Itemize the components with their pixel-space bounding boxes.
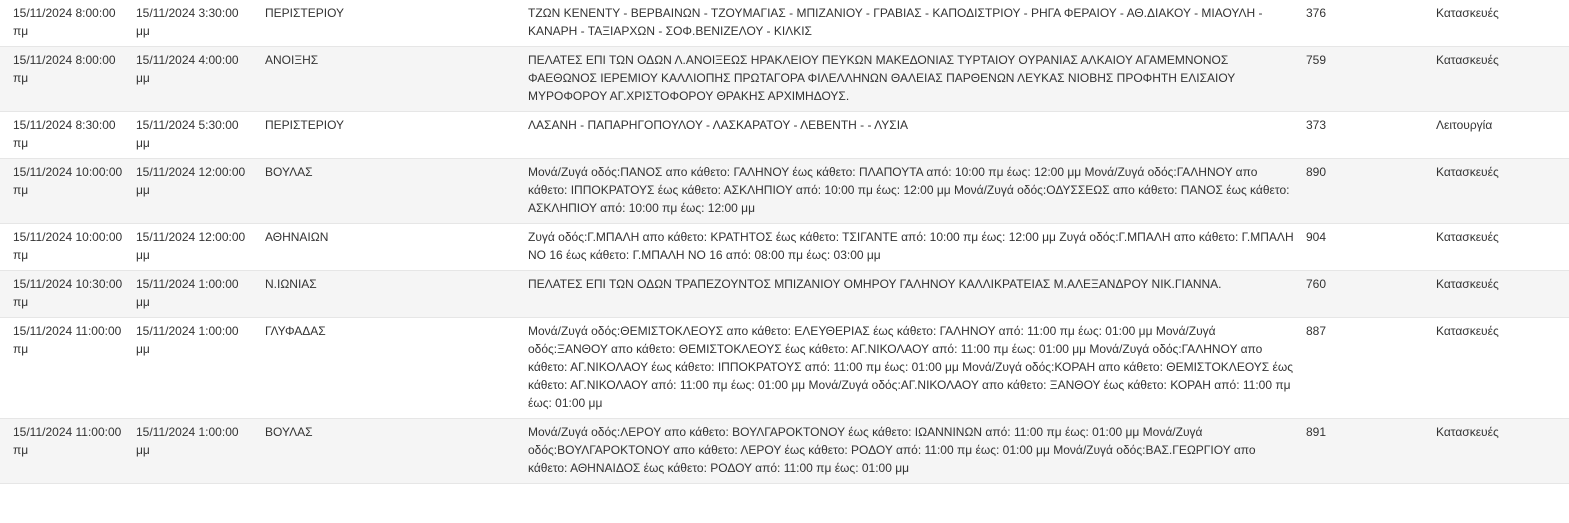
end-time-cell: 15/11/2024 1:00:00 μμ (130, 318, 259, 419)
code-cell: 373 (1300, 112, 1430, 159)
end-time-cell: 15/11/2024 5:30:00 μμ (130, 112, 259, 159)
end-time-cell: 15/11/2024 4:00:00 μμ (130, 47, 259, 112)
start-time-cell: 15/11/2024 8:30:00 πμ (0, 112, 130, 159)
start-time-cell: 15/11/2024 11:00:00 πμ (0, 419, 130, 484)
streets-cell: ΠΕΛΑΤΕΣ ΕΠΙ ΤΩΝ ΟΔΩΝ Λ.ΑΝΟΙΞΕΩΣ ΗΡΑΚΛΕΙΟΥ ΠΕΥΚΩΝ ΜΑΚΕΔΟΝΙΑΣ ΤΥΡΤΑΙΟΥ ΟΥΡΑΝΙΑΣ ΑΛΚΑΙΟΥ ΑΓΑΜΕΜΝΟΝΟΣ ΦΑΕΘΩΝΟΣ ΙΕΡΕΜΙΟΥ ΚΑΛΛΙΟΠΗΣ ΠΡΩΤΑΓΟΡΑ ΦΙΛΕΛΛΗΝΩΝ ΘΑΛΕΙΑΣ ΠΑΡΘΕΝΩΝ ΛΕΥΚΑΣ ΝΙΟΒΗΣ ΠΡΟΦΗΤΗ ΕΛΙΣΑΙΟΥ ΜΥΡΟΦΟΡΟΥ ΑΓ.ΧΡΙΣΤΟΦΟΡΟΥ ΘΡΑΚΗΣ ΑΡΧΙΜΗΔΟΥΣ. (522, 47, 1300, 112)
streets-cell: ΠΕΛΑΤΕΣ ΕΠΙ ΤΩΝ ΟΔΩΝ ΤΡΑΠΕΖΟΥΝΤΟΣ ΜΠΙΖΑΝΙΟΥ ΟΜΗΡΟΥ ΓΑΛΗΝΟΥ ΚΑΛΛΙΚΡΑΤΕΙΑΣ Μ.ΑΛΕΞΑΝΔΡΟΥ ΝΙΚ.ΓΙΑΝΝΑ. (522, 271, 1300, 318)
reason-cell: Κατασκευές (1430, 224, 1569, 271)
reason-cell: Κατασκευές (1430, 419, 1569, 484)
area-cell: ΒΟΥΛΑΣ (259, 419, 522, 484)
start-time-cell: 15/11/2024 10:30:00 πμ (0, 271, 130, 318)
streets-cell: Ζυγά οδός:Γ.ΜΠΑΛΗ απο κάθετο: ΚΡΑΤΗΤΟΣ έως κάθετο: ΤΣΙΓΑΝΤΕ από: 10:00 πμ έως: 12:00 μμ Ζυγά οδός:Γ.ΜΠΑΛΗ απο κάθετο: Γ.ΜΠΑΛΗ ΝΟ 16 έως κάθετο: Γ.ΜΠΑΛΗ ΝΟ 16 από: 08:00 πμ έως: 03:00 μμ (522, 224, 1300, 271)
start-time-cell: 15/11/2024 11:00:00 πμ (0, 318, 130, 419)
start-time-cell: 15/11/2024 10:00:00 πμ (0, 224, 130, 271)
start-time-cell: 15/11/2024 10:00:00 πμ (0, 159, 130, 224)
area-cell: ΠΕΡΙΣΤΕΡΙΟΥ (259, 112, 522, 159)
code-cell: 904 (1300, 224, 1430, 271)
area-cell: ΓΛΥΦΑΔΑΣ (259, 318, 522, 419)
code-cell: 376 (1300, 0, 1430, 47)
end-time-cell: 15/11/2024 3:30:00 μμ (130, 0, 259, 47)
streets-cell: Μονά/Ζυγά οδός:ΘΕΜΙΣΤΟΚΛΕΟΥΣ απο κάθετο: ΕΛΕΥΘΕΡΙΑΣ έως κάθετο: ΓΑΛΗΝΟΥ από: 11:00 πμ έως: 01:00 μμ Μονά/Ζυγά οδός:ΞΑΝΘΟΥ απο κάθετο: ΘΕΜΙΣΤΟΚΛΕΟΥΣ έως κάθετο: ΑΓ.ΝΙΚΟΛΑΟΥ από: 11:00 πμ έως: 01:00 μμ Μονά/Ζυγά οδός:ΓΑΛΗΝΟΥ απο κάθετο: ΑΓ.ΝΙΚΟΛΑΟΥ έως κάθετο: ΙΠΠΟΚΡΑΤΟΥΣ από: 11:00 πμ έως: 01:00 μμ Μονά/Ζυγά οδός:ΚΟΡΑΗ απο κάθετο: ΘΕΜΙΣΤΟΚΛΕΟΥΣ έως κάθετο: ΑΓ.ΝΙΚΟΛΑΟΥ από: 11:00 πμ έως: 01:00 μμ Μονά/Ζυγά οδός:ΑΓ.ΝΙΚΟΛΑΟΥ απο κάθετο: ΞΑΝΘΟΥ έως κάθετο: ΚΟΡΑΗ από: 11:00 πμ έως: 01:00 μμ (522, 318, 1300, 419)
table-row (0, 271, 1569, 318)
reason-cell: Κατασκευές (1430, 0, 1569, 47)
table-row (0, 112, 1569, 159)
table-row (0, 318, 1569, 419)
streets-cell: Μονά/Ζυγά οδός:ΛΕΡΟΥ απο κάθετο: ΒΟΥΛΓΑΡΟΚΤΟΝΟΥ έως κάθετο: ΙΩΑΝΝΙΝΩΝ από: 11:00 πμ έως: 01:00 μμ Μονά/Ζυγά οδός:ΒΟΥΛΓΑΡΟΚΤΟΝΟΥ απο κάθετο: ΛΕΡΟΥ έως κάθετο: ΡΟΔΟΥ από: 11:00 πμ έως: 01:00 μμ Μονά/Ζυγά οδός:ΒΑΣ.ΓΕΩΡΓΙΟΥ απο κάθετο: ΑΘΗΝΑΙΔΟΣ έως κάθετο: ΡΟΔΟΥ από: 11:00 πμ έως: 01:00 μμ (522, 419, 1300, 484)
end-time-cell: 15/11/2024 1:00:00 μμ (130, 419, 259, 484)
reason-cell: Κατασκευές (1430, 159, 1569, 224)
area-cell: ΒΟΥΛΑΣ (259, 159, 522, 224)
end-time-cell: 15/11/2024 1:00:00 μμ (130, 271, 259, 318)
reason-cell: Κατασκευές (1430, 47, 1569, 112)
start-time-cell: 15/11/2024 8:00:00 πμ (0, 47, 130, 112)
table-row (0, 419, 1569, 484)
reason-cell: Κατασκευές (1430, 318, 1569, 419)
table-row (0, 0, 1569, 47)
reason-cell: Κατασκευές (1430, 271, 1569, 318)
start-time-cell: 15/11/2024 8:00:00 πμ (0, 0, 130, 47)
code-cell: 759 (1300, 47, 1430, 112)
end-time-cell: 15/11/2024 12:00:00 μμ (130, 224, 259, 271)
table-row (0, 224, 1569, 271)
streets-cell: ΛΑΣΑΝΗ - ΠΑΠΑΡΗΓΟΠΟΥΛΟΥ - ΛΑΣΚΑΡΑΤΟΥ - ΛΕΒΕΝΤΗ - - ΛΥΣΙΑ (522, 112, 1300, 159)
streets-cell: ΤΖΩΝ ΚΕΝΕΝΤΥ - ΒΕΡΒΑΙΝΩΝ - ΤΖΟΥΜΑΓΙΑΣ - ΜΠΙΖΑΝΙΟΥ - ΓΡΑΒΙΑΣ - ΚΑΠΟΔΙΣΤΡΙΟΥ - ΡΗΓΑ ΦΕΡΑΙΟΥ - ΑΘ.ΔΙΑΚΟΥ - ΜΙΑΟΥΛΗ - ΚΑΝΑΡΗ - ΤΑΞΙΑΡΧΩΝ - ΣΟΦ.ΒΕΝΙΖΕΛΟΥ - ΚΙΛΚΙΣ (522, 0, 1300, 47)
area-cell: Ν.ΙΩΝΙΑΣ (259, 271, 522, 318)
code-cell: 760 (1300, 271, 1430, 318)
end-time-cell: 15/11/2024 12:00:00 μμ (130, 159, 259, 224)
table-row (0, 47, 1569, 112)
table-row (0, 159, 1569, 224)
area-cell: ΠΕΡΙΣΤΕΡΙΟΥ (259, 0, 522, 47)
code-cell: 887 (1300, 318, 1430, 419)
area-cell: ΑΘΗΝΑΙΩΝ (259, 224, 522, 271)
code-cell: 891 (1300, 419, 1430, 484)
area-cell: ΑΝΟΙΞΗΣ (259, 47, 522, 112)
code-cell: 890 (1300, 159, 1430, 224)
reason-cell: Λειτουργία (1430, 112, 1569, 159)
streets-cell: Μονά/Ζυγά οδός:ΠΑΝΟΣ απο κάθετο: ΓΑΛΗΝΟΥ έως κάθετο: ΠΛΑΠΟΥΤΑ από: 10:00 πμ έως: 12:00 μμ Μονά/Ζυγά οδός:ΓΑΛΗΝΟΥ απο κάθετο: ΙΠΠΟΚΡΑΤΟΥΣ έως κάθετο: ΑΣΚΛΗΠΙΟΥ από: 10:00 πμ έως: 12:00 μμ Μονά/Ζυγά οδός:ΟΔΥΣΣΕΩΣ απο κάθετο: ΠΑΝΟΣ έως κάθετο: ΑΣΚΛΗΠΙΟΥ από: 10:00 πμ έως: 12:00 μμ (522, 159, 1300, 224)
